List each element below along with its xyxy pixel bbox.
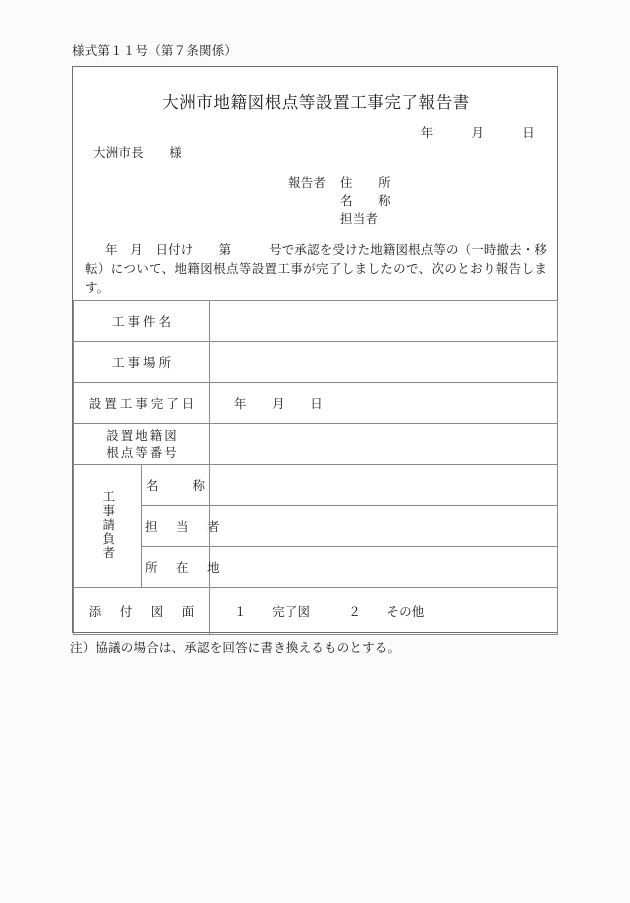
row-value-point-number[interactable] <box>210 424 558 465</box>
row-label-attached-drawings: 添 付 図 面 <box>74 588 210 635</box>
contractor-vertical-text: 工事請負者 <box>100 489 116 560</box>
row-value-construction-site[interactable] <box>210 342 558 383</box>
addressee-label: 大洲市長 様 <box>93 145 182 160</box>
row-value-construction-name[interactable] <box>210 301 558 342</box>
row-label-contractor-name: 名 称 <box>142 465 210 506</box>
table-row <box>74 383 558 424</box>
row-label-point-number-line1: 設置地籍図 <box>106 428 179 443</box>
row-label-construction-name: 工事件名 <box>74 301 210 342</box>
row-label-contractor-contact: 担 当 者 <box>142 506 210 547</box>
body-paragraph: 年 月 日付け 第 号で承認を受けた地籍図根点等の（一時撤去・移転）について、地籍図根点等設置工事が完了しましたので、次のとおり報告します。 <box>85 242 547 295</box>
reporter-name-row <box>288 192 391 210</box>
row-label-completion-date: 設置工事完了日 <box>74 383 210 424</box>
row-value-contractor-name[interactable] <box>210 465 558 506</box>
reporter-address-label: 住 所 <box>340 175 391 190</box>
report-table <box>73 300 558 635</box>
table-row <box>74 588 558 635</box>
reporter-heading: 報告者 <box>288 175 327 190</box>
reporter-contact-label: 担当者 <box>340 211 379 226</box>
contractor-group-label <box>74 465 142 588</box>
reporter-address-row <box>288 174 391 192</box>
reporter-contact-row <box>288 210 391 228</box>
form-number-label: 様式第１１号（第７条関係） <box>72 43 238 58</box>
form-outer-frame <box>72 66 558 633</box>
table-row <box>74 301 558 342</box>
row-value-contractor-address[interactable] <box>210 547 558 588</box>
row-value-attached-drawings[interactable]: １ 完了図 ２ その他 <box>210 588 558 635</box>
reporter-block <box>288 174 391 228</box>
row-label-construction-site: 工事場所 <box>74 342 210 383</box>
footnote-text: 注）協議の場合は、承認を回答に書き換えるものとする。 <box>70 640 401 655</box>
row-label-contractor-address: 所 在 地 <box>142 547 210 588</box>
row-label-point-number <box>74 424 210 465</box>
row-label-point-number-line2: 根点等番号 <box>106 445 179 460</box>
table-row <box>74 547 558 588</box>
row-value-contractor-contact[interactable] <box>210 506 558 547</box>
row-value-completion-date[interactable]: 年 月 日 <box>210 383 558 424</box>
document-date-line: 年 月 日 <box>420 125 535 140</box>
reporter-name-label: 名 称 <box>340 193 391 208</box>
table-row <box>74 506 558 547</box>
page-title: 大洲市地籍図根点等設置工事完了報告書 <box>162 93 470 112</box>
table-row <box>74 342 558 383</box>
table-row <box>74 424 558 465</box>
table-row <box>74 465 558 506</box>
